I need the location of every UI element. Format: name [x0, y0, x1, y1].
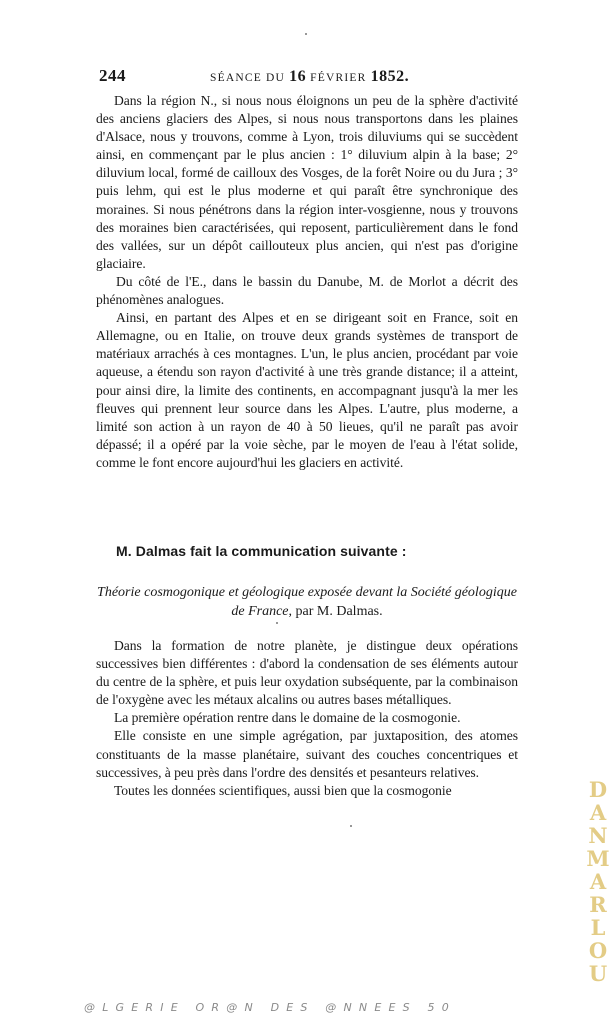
scan-speck [276, 622, 278, 624]
page-header [96, 66, 516, 86]
page-number: 244 [99, 66, 126, 85]
body-text-section-1 [96, 92, 518, 472]
section-heading: M. Dalmas fait la communication suivante : [116, 543, 407, 559]
running-head-month: FÉVRIER [306, 72, 371, 84]
paragraph-formation: Dans la formation de notre planète, je distingue deux opérations successives bien différentes : d'abord la condensation de ses éléments autour du centre de la sphère, et puis leur oxydation subséquente, par la combinaison de l'oxygène avec les métaux alcalins ou autres bases métalliques. [96, 638, 518, 708]
paragraph-danube: Du côté de l'E., dans le bassin du Danube, M. de Morlot a décrit des phénomènes analogues. [96, 273, 518, 308]
scan-speck [305, 33, 307, 35]
article-title [96, 583, 518, 621]
article-title-italic: Théorie cosmogonique et géologique exposée devant la Société géologique de France [97, 585, 517, 619]
paragraph-cosmogony: La première opération rentre dans le domaine de la cosmogonie. [114, 710, 461, 726]
scan-speck [350, 825, 352, 827]
running-head-prefix: SÉANCE DU [210, 72, 290, 84]
running-head [210, 68, 409, 86]
footer-watermark: @LGERIE OR@N DES @NNEES 50 [84, 1001, 456, 1014]
paragraph-glaciers-alsace: Dans la région N., si nous nous éloignons un peu de la sphère d'activité des anciens glaciers des Alpes, si nous nous transportons dans les plaines d'Alsace, nous y trouvons, comme à Lyon, trois diluviums qui se succèdent ainsi, en commençant par le plus ancien : 1° diluvium alpin à la base; 2° diluvium local, formé de cailloux des Vosges, de la forêt Noire ou du Jura ; 3° puis lehm, qui est le plus moderne et qui paraît être synchronique des moraines. Si nous pénétrons dans la région inter-vosgienne, nous y trouvons des moraines bien caractérisées, qui reposent, particulièrement dans le fond des vallées, sur un dépôt caillouteux plus ancien, qui n'est pas d'origine glaciaire. [96, 93, 518, 271]
paragraph-aggregation: Elle consiste en une simple agrégation, par juxtaposition, des atomes constituants de la masse planétaire, suivant des couches concentriques et successives, à peu près dans l'ordre des densités et pesanteurs relatives. [96, 728, 518, 780]
article-byline: , par M. Dalmas. [288, 604, 383, 619]
running-head-day: 16 [289, 68, 307, 85]
paragraph-scientific-data: Toutes les données scientifiques, aussi bien que la cosmogonie [114, 782, 452, 798]
paragraph-transport-systems: Ainsi, en partant des Alpes et en se dirigeant soit en France, soit en Allemagne, ou en Italie, on trouve deux grands systèmes de transport de matériaux arrachés à ces montagnes. L'un, le plus ancien, procédant par voie aqueuse, a étendu son rayon d'activité à une très grande distance; il a atteint, pour ainsi dire, la limite des continents, en accompagnant jusqu'à la mer les fleuves qui prennent leur source dans les Alpes. L'autre, plus moderne, a limité son action à un rayon de 40 à 50 lieues, qu'il ne paraît pas avoir dépassé; il a opéré par la voie sèche, par le moyen de l'eau à l'état solide, comme le font encore aujourd'hui les glaciers en activité. [96, 310, 518, 470]
running-head-year: 1852. [370, 68, 410, 85]
body-text-section-2 [96, 637, 518, 800]
vertical-watermark: DANMARLOU [586, 777, 610, 986]
